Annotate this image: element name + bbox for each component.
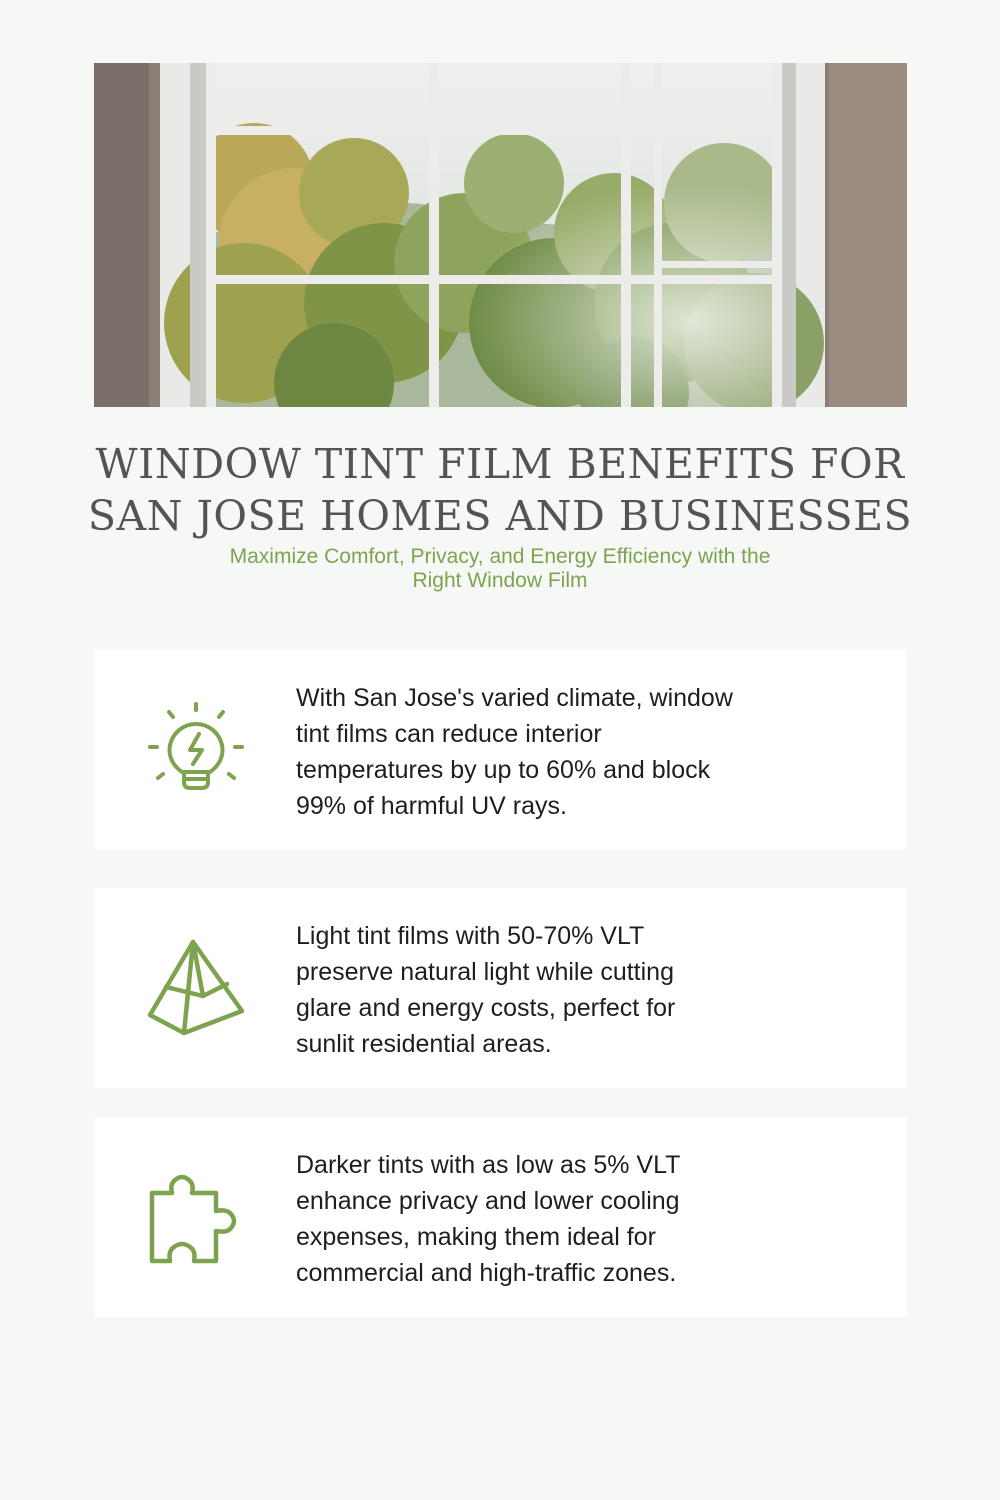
benefit-text-privacy	[296, 1147, 856, 1291]
benefit-line: tint films can reduce interior	[296, 720, 602, 748]
benefit-card-energy	[94, 650, 907, 850]
pyramid-icon	[146, 938, 246, 1038]
benefit-card-privacy	[94, 1117, 907, 1317]
hero-image	[94, 63, 907, 407]
benefit-line: enhance privacy and lower cooling	[296, 1187, 680, 1215]
title-line-1: WINDOW TINT FILM BENEFITS FOR	[95, 440, 905, 488]
window-illustration	[94, 63, 907, 407]
lightbulb-energy-icon	[146, 700, 246, 800]
puzzle-piece-icon	[146, 1167, 246, 1267]
page-subtitle	[150, 545, 850, 593]
benefit-line: expenses, making them ideal for	[296, 1223, 656, 1251]
benefit-line: sunlit residential areas.	[296, 1030, 552, 1058]
benefit-line: Darker tints with as low as 5% VLT	[296, 1151, 681, 1179]
benefit-text-light	[296, 918, 856, 1062]
benefit-line: Light tint films with 50-70% VLT	[296, 922, 645, 950]
benefit-line: preserve natural light while cutting	[296, 958, 674, 986]
subtitle-line-1: Maximize Comfort, Privacy, and Energy Efficiency with the	[229, 545, 771, 568]
benefit-line: 99% of harmful UV rays.	[296, 792, 567, 820]
benefit-line: glare and energy costs, perfect for	[296, 994, 676, 1022]
benefit-text-energy	[296, 680, 856, 824]
benefit-line: With San Jose's varied climate, window	[296, 684, 733, 712]
benefit-line: commercial and high-traffic zones.	[296, 1259, 677, 1287]
title-line-2: SAN JOSE HOMES AND BUSINESSES	[87, 492, 913, 540]
benefit-line: temperatures by up to 60% and block	[296, 756, 711, 784]
benefit-card-light	[94, 888, 907, 1088]
page-title	[40, 438, 960, 542]
subtitle-line-2: Right Window Film	[412, 569, 588, 592]
